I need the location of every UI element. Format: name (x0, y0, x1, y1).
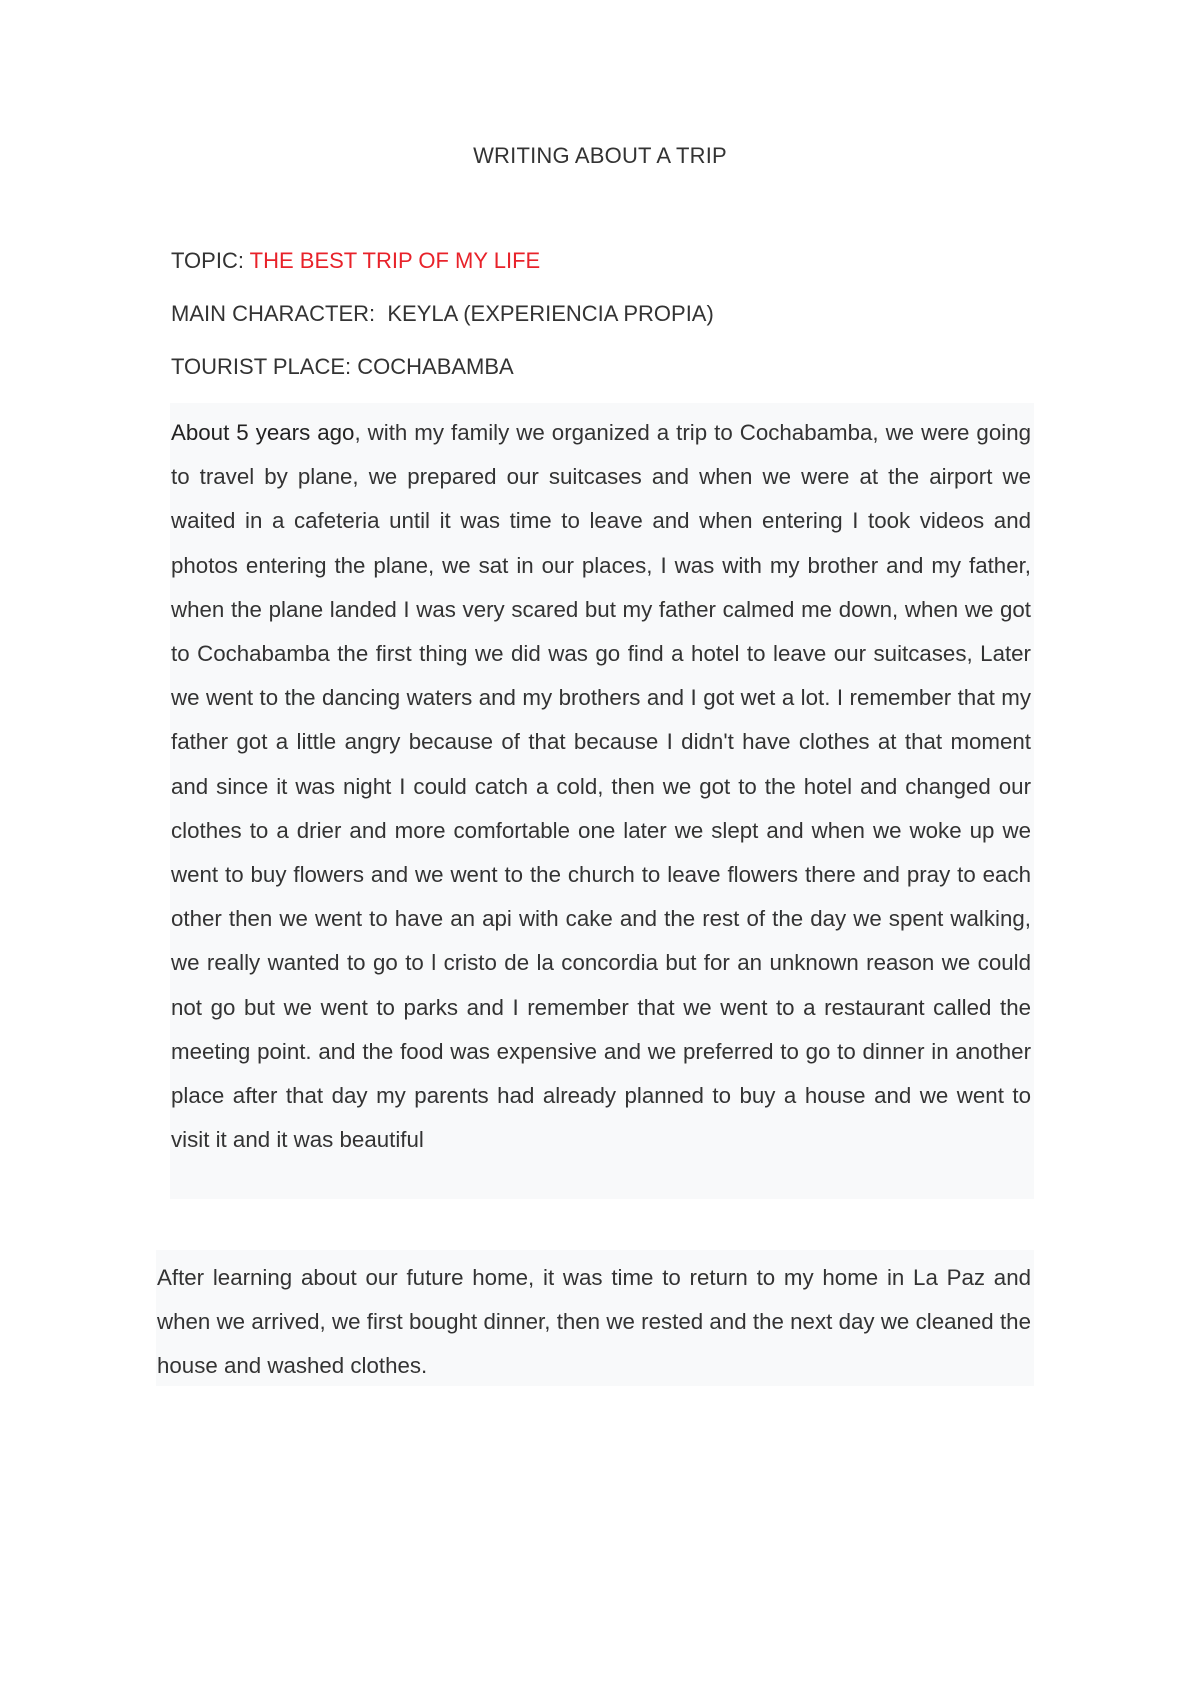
topic-label: TOPIC: (171, 248, 250, 273)
main-character-label: MAIN CHARACTER: (171, 301, 388, 326)
paragraph-2: After learning about our future home, it was time to return to my home in La Paz and when we arrived, we first bought dinner, then we rested and the next day we cleaned the house and washed clothes. (157, 1265, 1031, 1379)
tourist-place-label: TOURIST PLACE: (171, 354, 358, 379)
paragraph-1-body: , with my family we organized a trip to Cochabamba, we were going to travel by plane, we prepared our suitcases and when we were at the airport we waited in a cafeteria until it was time to leave and when entering I took videos and photos entering the plane, we sat in our places, I was with my brother and my father, when the plane landed I was very scared but my father calmed me down, when we got to Cochabamba the first thing we did was go find a hotel to leave our suitcases, Later we went to the dancing waters and my brothers and I got wet a lot. I remember that my father got a little angry because of that because I didn't have clothes at that moment and since it was night I could catch a cold, then we got to the hotel and changed our clothes to a drier and more comfortable one later we slept and when we woke up we went to buy flowers and we went to the church to leave flowers there and pray to each other then we went to have an api with cake and the rest of the day we spent walking, we really wanted to go to l cristo de la concordia but for an unknown reason we could not go but we went to parks and I remember that we went to a restaurant called the meeting point. and the food was expensive and we preferred to go to dinner in another place after that day my parents had already planned to buy a house and we went to visit it and it was beautiful (171, 420, 1031, 1153)
tourist-place-value: COCHABAMBA (357, 354, 514, 379)
main-character-line (171, 301, 714, 327)
topic-value: THE BEST TRIP OF MY LIFE (249, 248, 541, 273)
topic-line (171, 248, 540, 274)
paragraph-1-lead: About 5 years ago (171, 420, 355, 445)
paragraph-1 (171, 411, 1031, 1162)
main-character-value: KEYLA (EXPERIENCIA PROPIA) (387, 301, 714, 326)
document-title: WRITING ABOUT A TRIP (473, 143, 727, 168)
tourist-place-line (171, 354, 514, 380)
